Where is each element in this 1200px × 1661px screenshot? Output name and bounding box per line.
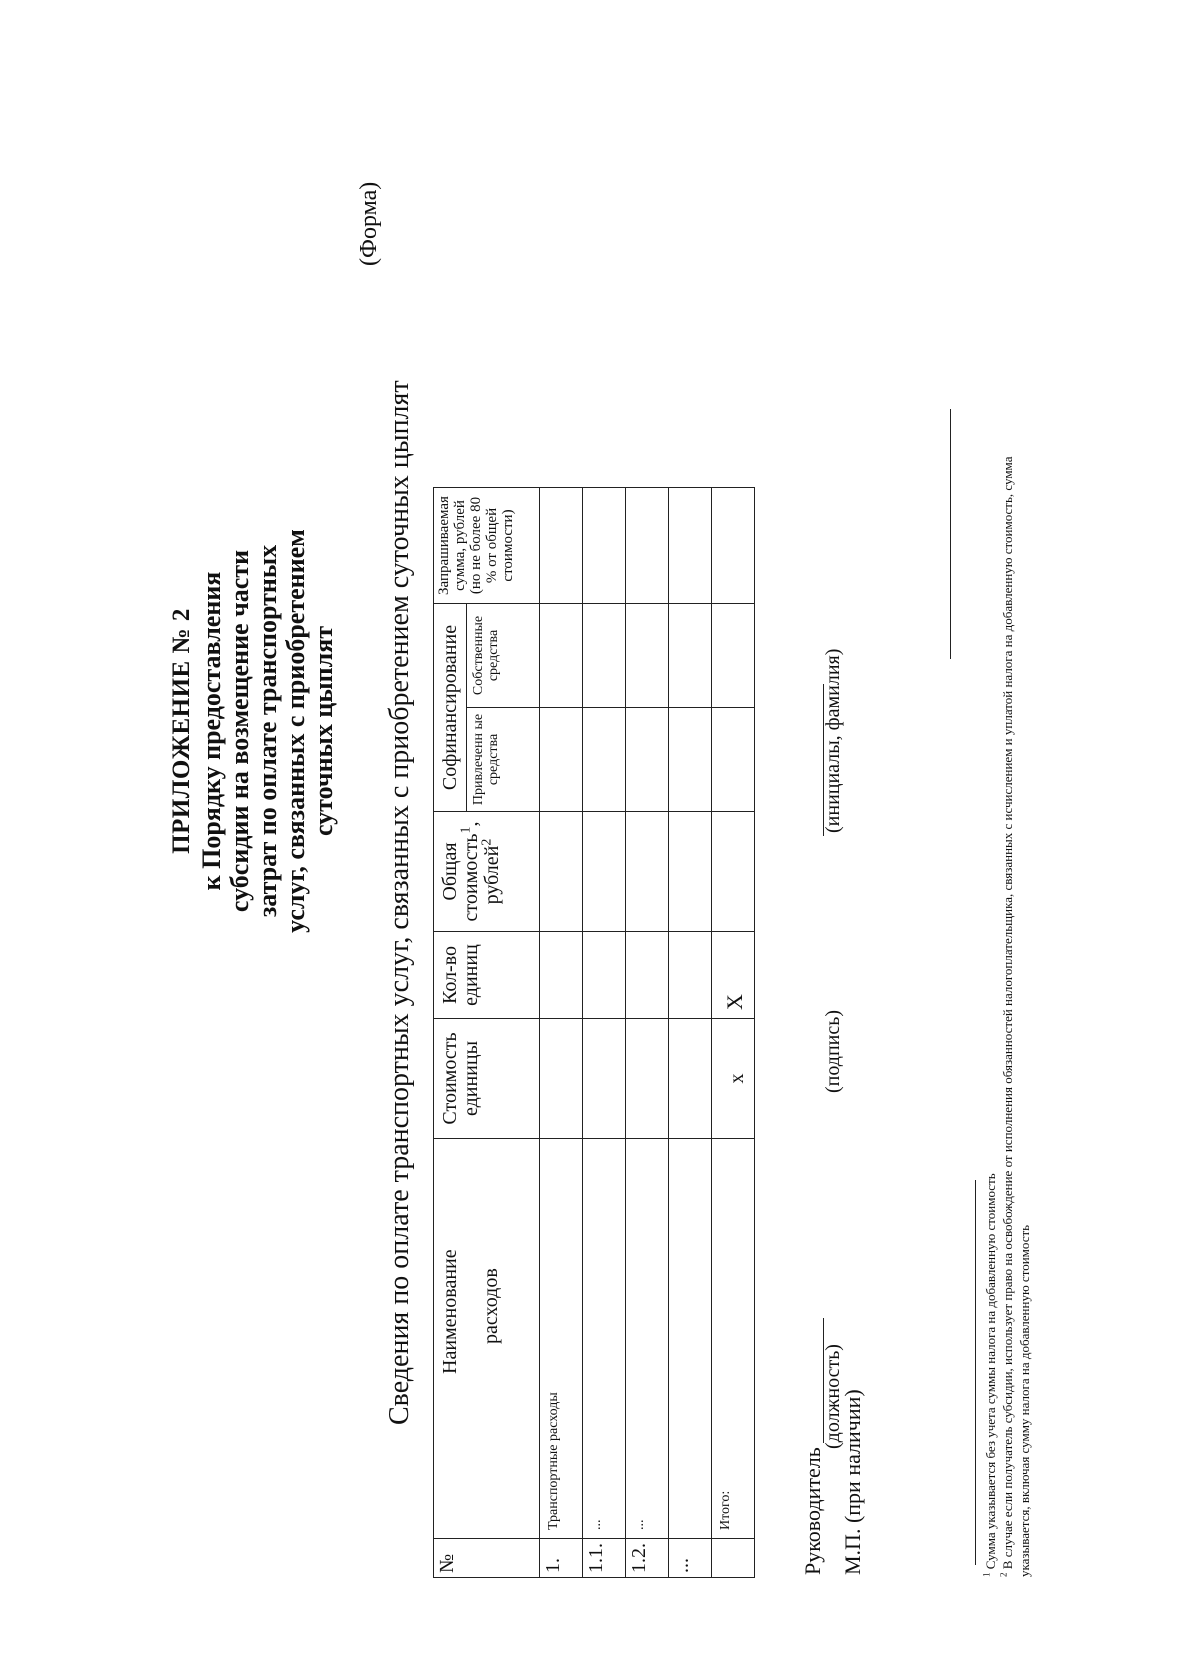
row-total bbox=[583, 812, 626, 932]
row-unit-cost bbox=[669, 1019, 712, 1139]
row-name: Итого: bbox=[712, 1139, 755, 1539]
col-header-unit-cost: Стоимость единицы bbox=[434, 1019, 540, 1139]
row-num: 1. bbox=[540, 1539, 583, 1578]
table-row bbox=[669, 488, 712, 1578]
row-name bbox=[669, 1139, 712, 1539]
row-name: ... bbox=[626, 1139, 669, 1539]
row-num bbox=[712, 1539, 755, 1578]
col-header-name-top: Наименование bbox=[439, 1249, 461, 1374]
header-line: суточных цыплят bbox=[309, 625, 338, 837]
row-unit-cost bbox=[626, 1019, 669, 1139]
row-attracted bbox=[540, 708, 583, 812]
footnote-2 bbox=[1000, 77, 1016, 1577]
col-header-num: № bbox=[434, 1539, 540, 1578]
signature-head: Руководитель bbox=[800, 1447, 825, 1575]
row-total bbox=[712, 812, 755, 932]
row-own bbox=[626, 604, 669, 708]
footnote-2-continued: указывается, включая сумму налога на добавленную стоимость bbox=[1017, 1224, 1032, 1577]
row-total bbox=[669, 812, 712, 932]
row-num: 1.2. bbox=[626, 1539, 669, 1578]
row-num: 1.1. bbox=[583, 1539, 626, 1578]
appendix-title: ПРИЛОЖЕНИЕ № 2 bbox=[168, 608, 195, 854]
footnote-ref-1: 1 bbox=[458, 826, 474, 834]
row-qty bbox=[626, 932, 669, 1019]
col-header-attracted: Привлеченн ые средства bbox=[467, 708, 540, 812]
footnote-separator bbox=[975, 1180, 976, 1565]
total-label: Общая стоимость bbox=[439, 833, 482, 922]
row-attracted bbox=[626, 708, 669, 812]
footnote-ref-2: 2 bbox=[479, 838, 495, 846]
row-name: ... bbox=[583, 1139, 626, 1539]
row-total bbox=[626, 812, 669, 932]
footnote-1 bbox=[983, 77, 999, 1577]
row-attracted bbox=[583, 708, 626, 812]
col-header-total bbox=[434, 812, 540, 932]
row-qty bbox=[540, 932, 583, 1019]
form-label: (Форма) bbox=[356, 181, 382, 266]
document-title: Сведения по оплате транспортных услуг, связанных с приобретением суточных цыплят bbox=[384, 380, 415, 1425]
table-row bbox=[540, 488, 583, 1578]
footnote-2-text-a: В случае если получатель субсидии, использует право на освобождение от исполнения обязанностей налогоплательщика, связанных с исчислением и уплатой налога на добавленную стоимость, сумма bbox=[1000, 456, 1015, 1570]
row-unit-cost: х bbox=[712, 1019, 755, 1139]
row-qty bbox=[669, 932, 712, 1019]
table-row bbox=[626, 488, 669, 1578]
col-header-own: Собственные средства bbox=[467, 604, 540, 708]
col-header-cofinancing: Софинансирование bbox=[434, 604, 467, 812]
signature-position-caption: (должность) bbox=[822, 1344, 844, 1449]
col-header-qty: Кол-во единиц bbox=[434, 932, 540, 1019]
header-line: затрат по оплате транспортных bbox=[253, 544, 282, 918]
appendix-header bbox=[168, 306, 338, 1156]
stamp-label: М.П. (при наличии) bbox=[840, 1389, 865, 1575]
row-attracted bbox=[669, 708, 712, 812]
row-requested bbox=[712, 488, 755, 604]
row-num: ... bbox=[669, 1539, 712, 1578]
row-requested bbox=[669, 488, 712, 604]
table-header-row bbox=[434, 488, 467, 1578]
row-qty: Х bbox=[712, 932, 755, 1019]
footnote-1-mark: 1 bbox=[981, 1572, 992, 1577]
row-qty bbox=[583, 932, 626, 1019]
col-header-requested: Запрашиваемая сумма, рублей (но не более 80 % от общей стоимости) bbox=[434, 488, 540, 604]
row-name: Транспортные расходы bbox=[540, 1139, 583, 1539]
table-row bbox=[583, 488, 626, 1578]
col-header-name bbox=[434, 1139, 540, 1539]
signature-initials-caption: (инициалы, фамилия) bbox=[822, 648, 844, 833]
header-line: к Порядку предоставления bbox=[197, 571, 226, 891]
signature-extra-line bbox=[950, 409, 951, 659]
row-attracted bbox=[712, 708, 755, 812]
row-requested bbox=[626, 488, 669, 604]
total-suffix: , рублей bbox=[460, 821, 503, 905]
row-own bbox=[669, 604, 712, 708]
row-total bbox=[540, 812, 583, 932]
footnote-1-text: Сумма указывается без учета суммы налога на добавленную стоимость bbox=[983, 1173, 998, 1570]
row-requested bbox=[583, 488, 626, 604]
row-unit-cost bbox=[583, 1019, 626, 1139]
table-row-total bbox=[712, 488, 755, 1578]
footnote-2-mark: 2 bbox=[998, 1572, 1009, 1577]
row-own bbox=[712, 604, 755, 708]
header-line: услуг, связанных с приобретением bbox=[281, 529, 310, 933]
row-own bbox=[583, 604, 626, 708]
row-requested bbox=[540, 488, 583, 604]
header-line: субсидии на возмещение части bbox=[225, 549, 254, 913]
expenses-table bbox=[433, 487, 755, 1578]
row-unit-cost bbox=[540, 1019, 583, 1139]
col-header-name-bottom: расходов bbox=[480, 1268, 502, 1344]
row-own bbox=[540, 604, 583, 708]
signature-sign-caption: (подпись) bbox=[822, 1009, 844, 1093]
